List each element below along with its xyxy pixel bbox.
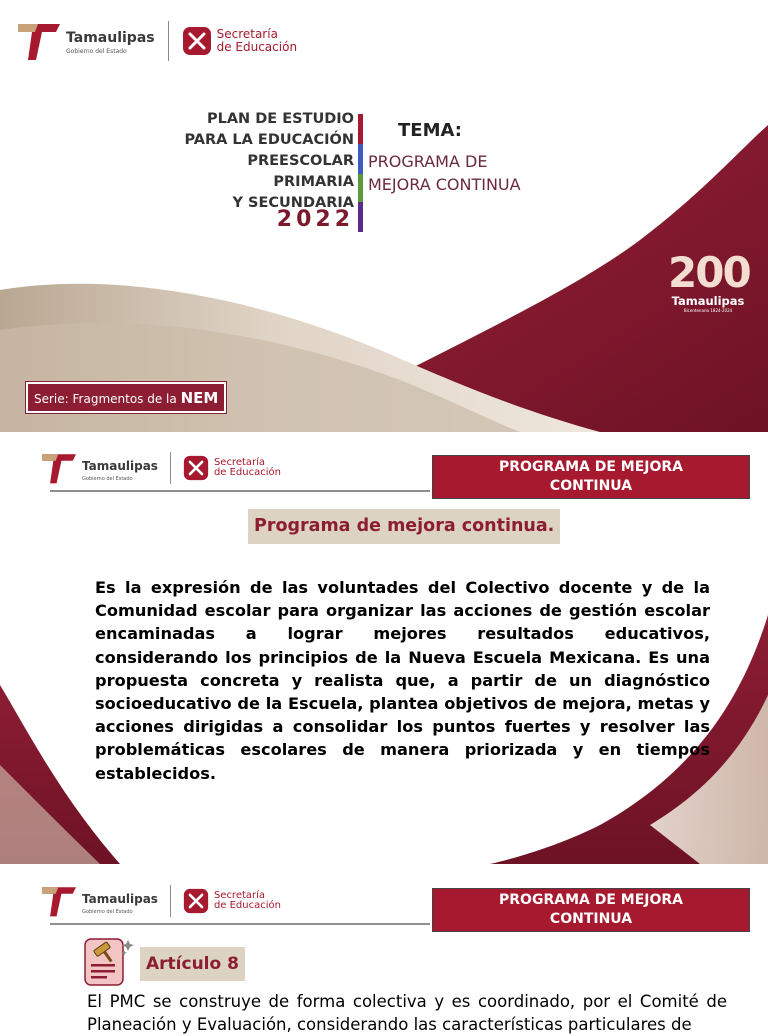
state-subtitle: Gobierno del Estado <box>82 908 133 915</box>
divider-segment-blue <box>358 144 363 174</box>
banner-line: PROGRAMA DE MEJORA <box>499 459 683 475</box>
header-rule <box>50 923 430 925</box>
secretariat-line-1: Secretaría <box>213 456 266 468</box>
secretariat-text <box>214 458 281 479</box>
cover-slide <box>0 0 768 432</box>
plan-line: PRIMARIA <box>273 174 354 190</box>
banner-line: CONTINUA <box>549 911 633 927</box>
bicentennial-logo <box>668 248 750 314</box>
secretariat-emblem-icon <box>183 455 209 481</box>
section-banner <box>432 888 750 932</box>
header-rule <box>50 490 430 492</box>
tema-line: MEJORA CONTINUA <box>368 175 521 194</box>
plan-line: PREESCOLAR <box>247 153 354 169</box>
header-logos <box>38 884 281 918</box>
tamaulipas-t-logo-icon <box>16 20 62 62</box>
secretariat-line-2: de Educación <box>213 900 281 911</box>
secretariat-text <box>214 891 281 912</box>
section-banner <box>432 455 750 499</box>
divider-segment-red <box>358 114 363 144</box>
article-title: Artículo 8 <box>140 947 245 981</box>
plan-title <box>184 109 354 214</box>
series-prefix: Serie: Fragmentos de la <box>34 392 181 406</box>
logo-separator <box>170 452 171 484</box>
logo-separator <box>170 885 171 917</box>
divider-segment-purple <box>358 202 363 232</box>
state-subtitle: Gobierno del Estado <box>66 48 127 55</box>
section-subtitle: Programa de mejora continua. <box>248 509 560 544</box>
anniversary-caption: Bicentenario 1824-2024 <box>683 308 733 313</box>
tamaulipas-t-logo-icon <box>38 451 80 485</box>
article-paragraph: El PMC se construye de forma colectiva y es coordinado, por el Comité de Planeación y Evaluación, considerando las características particulares de <box>87 992 727 1034</box>
plan-line: PARA LA EDUCACIÓN <box>184 132 354 148</box>
tema-label: TEMA: <box>398 120 462 141</box>
banner-line: CONTINUA <box>549 478 633 494</box>
secretariat-line-2: de Educación <box>216 40 298 54</box>
anniversary-name: Tamaulipas <box>671 294 745 308</box>
cover-background-waves <box>0 0 768 432</box>
secretariat-emblem-icon <box>183 888 209 914</box>
state-subtitle: Gobierno del Estado <box>82 475 133 482</box>
series-badge <box>26 382 226 413</box>
state-logo-text <box>82 888 158 915</box>
state-logo-text <box>82 455 158 482</box>
state-name: Tamaulipas <box>82 891 158 906</box>
plan-line: Y SECUNDARIA <box>232 195 354 211</box>
header-logos <box>38 451 281 485</box>
tamaulipas-t-logo-icon <box>38 884 80 918</box>
anniversary-number: 200 <box>668 248 750 297</box>
plan-year: 2022 <box>276 207 354 232</box>
color-divider-bar <box>358 114 363 232</box>
state-name: Tamaulipas <box>66 30 155 46</box>
tema-value <box>368 150 521 196</box>
tema-line: PROGRAMA DE <box>368 152 488 171</box>
plan-line: PLAN DE ESTUDIO <box>206 111 354 127</box>
header-logos <box>16 20 297 62</box>
series-emphasis: NEM <box>180 389 219 407</box>
state-name: Tamaulipas <box>82 458 158 473</box>
secretariat-line-1: Secretaría <box>213 889 266 901</box>
secretariat-line-2: de Educación <box>213 467 281 478</box>
divider-segment-green <box>358 174 363 202</box>
law-document-gavel-icon <box>82 934 138 990</box>
banner-line: PROGRAMA DE MEJORA <box>499 892 683 908</box>
logo-separator <box>168 21 169 61</box>
definition-paragraph: Es la expresión de las voluntades del Colectivo docente y de la Comunidad escolar para organizar las acciones de gestión escolar encaminadas a lograr mejores resultados educativos, considerando los principios de la Nueva Escuela Mexicana. Es una propuesta concreta y realista que, a partir de un diagnóstico socioeducativo de la Escuela, plantea objetivos de mejora, metas y acciones dirigidas a consolidar los puntos fuertes y resolver las problemáticas escolares de manera priorizada y en tiempos establecidos. <box>95 578 710 783</box>
secretariat-emblem-icon <box>182 26 212 56</box>
secretariat-text <box>217 28 297 53</box>
state-logo-text <box>66 27 155 55</box>
secretariat-line-1: Secretaría <box>216 27 278 42</box>
